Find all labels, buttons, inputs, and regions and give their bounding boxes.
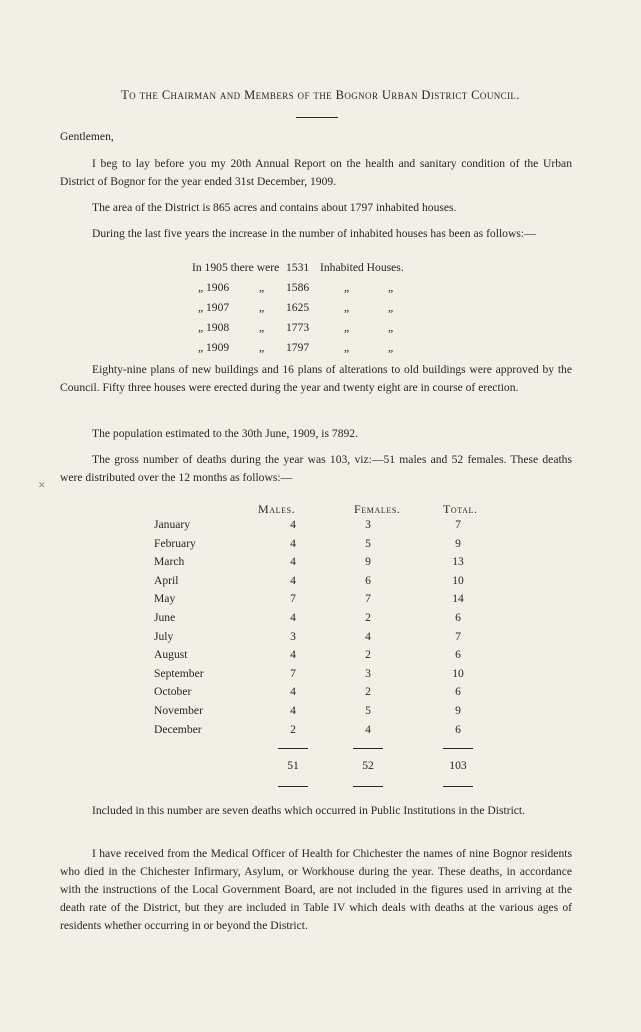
cell-females: 2 (365, 648, 371, 662)
cell-males: 4 (290, 704, 296, 717)
month-label: October (154, 685, 192, 699)
cell-males: 2 (290, 722, 296, 736)
cell-females: 2 (365, 611, 371, 624)
salutation: Gentlemen, (60, 130, 114, 143)
cell-females: 9 (365, 555, 371, 569)
cell-total: 13 (452, 555, 464, 569)
cell-females: 6 (365, 573, 371, 587)
cell-females: 3 (365, 666, 371, 680)
sum-rule (443, 748, 473, 749)
cell-males: 4 (290, 555, 296, 569)
cell-females: 5 (365, 704, 371, 717)
houses-value: 1773 (286, 321, 310, 334)
houses-year: 1908 (206, 321, 230, 334)
ditto-mark: „ (344, 321, 350, 334)
cell-total: 7 (455, 518, 461, 531)
ditto-mark: „ (344, 301, 350, 314)
cell-males: 4 (290, 518, 296, 531)
cell-females: 4 (365, 629, 371, 643)
houses-first-suffix: Inhabited Houses. (320, 261, 404, 274)
ditto-mark: „ (388, 321, 394, 334)
cell-total: 9 (455, 536, 461, 550)
ditto-mark: „ (198, 301, 204, 314)
cell-males: 4 (290, 611, 296, 624)
cell-males: 3 (290, 629, 296, 643)
month-label: February (154, 536, 196, 550)
month-label: December (154, 722, 202, 736)
cell-total: 10 (452, 666, 464, 680)
heading-divider (296, 117, 338, 118)
ditto-mark: „ (388, 341, 394, 354)
sum-rule (353, 786, 383, 787)
paragraph-plans: Eighty-nine plans of new buildings and 16 plans of alterations to old buildings were approved by the Council. Fifty three houses were erected during the year and twenty eight are in course of erection. (60, 363, 572, 394)
houses-value: 1797 (286, 341, 310, 354)
cell-males: 4 (290, 648, 296, 662)
report-heading: To the Chairman and Members of the Bognor Urban District Council. (121, 88, 520, 102)
cell-total: 6 (455, 648, 461, 662)
ditto-mark: „ (259, 281, 265, 294)
cell-females: 4 (365, 722, 371, 736)
sum-rule (353, 748, 383, 749)
ditto-mark: „ (259, 341, 265, 354)
month-label: May (154, 592, 176, 606)
houses-year: 1907 (206, 301, 230, 314)
ditto-mark: „ (388, 301, 394, 314)
cell-total: 7 (455, 629, 461, 643)
ditto-mark: „ (198, 321, 204, 334)
month-label: September (154, 666, 204, 680)
sum-rule (443, 786, 473, 787)
ditto-mark: „ (344, 281, 350, 294)
cell-total: 10 (452, 573, 464, 587)
month-label: June (154, 611, 176, 624)
cell-males: 7 (290, 666, 296, 680)
cell-males: 4 (290, 685, 296, 699)
sum-rule (278, 786, 308, 787)
paragraph-population: The population estimated to the 30th June, 1909, is 7892. (92, 427, 358, 440)
month-label: July (154, 629, 174, 643)
cell-males: 4 (290, 573, 296, 587)
paragraph-increase: During the last five years the increase in the number of inhabited houses has been as follows:— (92, 227, 536, 240)
paragraph-report: I beg to lay before you my 20th Annual Report on the health and sanitary condition of the Urban District of Bognor for the year ended 31st December, 1909. (60, 157, 572, 188)
houses-first-value: 1531 (286, 261, 310, 274)
houses-value: 1586 (286, 281, 310, 294)
month-label: August (154, 648, 188, 662)
houses-value: 1625 (286, 301, 310, 314)
paragraph-chichester: I have received from the Medical Officer of Health for Chichester the names of nine Bognor residents who died in the Chichester Infirmary, Asylum, or Workhouse during the year. These deaths, in accordance with the instructions of the Local Government Board, are not included in the figures used in arriving at the death rate of the District, but they are included in Table IV which deals with deaths at the various ages of residents whether occurring in or beyond the District. (60, 847, 572, 932)
cell-total: 6 (455, 611, 461, 624)
column-header-males: Males. (258, 502, 296, 516)
sum-rule (278, 748, 308, 749)
column-header-females: Females. (354, 502, 401, 516)
cell-females: 7 (365, 592, 371, 606)
total-males: 51 (287, 759, 299, 772)
houses-first-prefix: In 1905 there were (192, 261, 280, 274)
houses-year: 1906 (206, 281, 230, 294)
margin-mark: ✕ (38, 480, 46, 490)
houses-year: 1909 (206, 341, 230, 354)
ditto-mark: „ (388, 281, 394, 294)
cell-males: 4 (290, 536, 296, 550)
month-label: November (154, 704, 203, 717)
column-header-total: Total. (443, 502, 478, 516)
total-total: 103 (449, 759, 467, 772)
cell-males: 7 (290, 592, 296, 606)
ditto-mark: „ (198, 281, 204, 294)
month-label: April (154, 573, 179, 587)
ditto-mark: „ (344, 341, 350, 354)
cell-females: 3 (365, 518, 371, 531)
cell-total: 14 (452, 592, 464, 606)
paragraph-area: The area of the District is 865 acres and contains about 1797 inhabited houses. (92, 201, 457, 214)
month-label: January (154, 518, 191, 531)
paragraph-deaths: The gross number of deaths during the year was 103, viz:—51 males and 52 females. These deaths were distributed over the 12 months as follows:— (60, 453, 572, 484)
cell-total: 6 (455, 685, 461, 699)
cell-total: 6 (455, 722, 461, 736)
ditto-mark: „ (198, 341, 204, 354)
cell-total: 9 (455, 704, 461, 717)
ditto-mark: „ (259, 321, 265, 334)
paragraph-institutions: Included in this number are seven deaths which occurred in Public Institutions in the District. (92, 804, 526, 817)
ditto-mark: „ (259, 301, 265, 314)
month-label: March (154, 555, 185, 569)
total-females: 52 (362, 759, 374, 772)
cell-females: 5 (365, 536, 371, 550)
cell-females: 2 (365, 685, 371, 699)
